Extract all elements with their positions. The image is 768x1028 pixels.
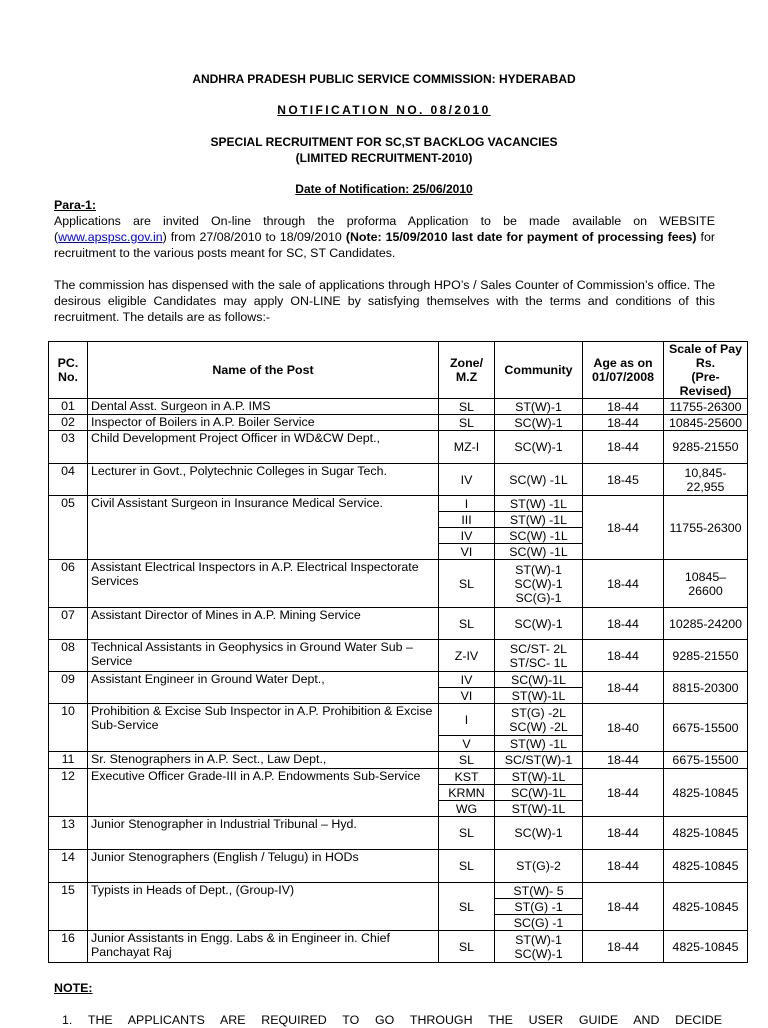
table-row: 16 Junior Assistants in Engg. Labs & in Engineer in. Chief Panchayat Raj SL ST(W)-1 SC(W)-1 18-44 4825-10845: [49, 931, 748, 963]
notification-date: Date of Notification: 25/06/2010: [295, 182, 473, 196]
col-header-name: Name of the Post: [88, 342, 439, 399]
table-row: 14 Junior Stenographers (English / Telugu) in HODs SL ST(G)-2 18-44 4825-10845: [49, 850, 748, 883]
table-row: 09 Assistant Engineer in Ground Water Dept., IV SC(W)-1L 18-44 8815-20300: [49, 672, 748, 688]
website-link[interactable]: www.apspsc.gov.in: [58, 230, 163, 244]
fee-note: (Note: 15/09/2010 last date for payment of processing fees): [345, 230, 697, 244]
table-row: 11 Sr. Stenographers in A.P. Sect., Law Dept., SL SC/ST(W)-1 18-44 6675-15500: [49, 752, 748, 769]
para1-text: Applications are invited On-line through the proforma Application to be made available on WEBSITE (www.apspsc.gov.in) from 27/08/2010 to 18/09/2010 (Note: 15/09/2010 last date for payment of processing fees) for recruitment to the various posts meant for SC, ST Candidates.: [54, 214, 715, 260]
col-header-age: Age as on 01/07/2008: [583, 342, 664, 399]
table-header-row: [49, 342, 748, 399]
commission-heading: ANDHRA PRADESH PUBLIC SERVICE COMMISSION: HYDERABAD: [192, 72, 576, 86]
col-header-scale: Scale of Pay Rs. (Pre-Revised): [664, 342, 748, 399]
para2-text: The commission has dispensed with the sale of applications through HPO’s / Sales Counter of Commission’s office. The desirous eligible Candidates may apply ON-LINE by satisfying themselves with the terms and conditions of this recruitment. The details are as follows:-: [54, 278, 715, 324]
recruitment-subtitle: (LIMITED RECRUITMENT-2010): [295, 151, 473, 165]
table-row: 07 Assistant Director of Mines in A.P. Mining Service SL SC(W)-1 18-44 10285-24200: [49, 608, 748, 640]
table-row: 12 Executive Officer Grade-III in A.P. Endowments Sub-Service KST ST(W)-1L 18-44 4825-10845: [49, 769, 748, 785]
table-row: 13 Junior Stenographer in Industrial Tribunal – Hyd. SL SC(W)-1 18-44 4825-10845: [49, 817, 748, 850]
para1-label: Para-1:: [54, 198, 97, 212]
table-row: 08 Technical Assistants in Geophysics in Ground Water Sub – Service Z-IV SC/ST- 2L ST/SC- 1L 18-44 9285-21550: [49, 640, 748, 672]
table-row: 15 Typists in Heads of Dept., (Group-IV) SL ST(W)- 5 18-44 4825-10845: [49, 883, 748, 899]
col-header-zone: Zone/ M.Z: [439, 342, 495, 399]
note-heading: NOTE:: [54, 981, 93, 995]
notification-number: NOTIFICATION NO. 08/2010: [277, 103, 491, 117]
note-item-1: 1. THE APPLICANTS ARE REQUIRED TO GO THROUGH THE USER GUIDE AND DECIDE: [62, 1013, 722, 1027]
table-row: 01 Dental Asst. Surgeon in A.P. IMS SL ST(W)-1 18-44 11755-26300: [49, 399, 748, 415]
table-row: 04 Lecturer in Govt., Polytechnic Colleges in Sugar Tech. IV SC(W) -1L 18-45 10,845-22,955: [49, 464, 748, 496]
table-row: 10 Prohibition & Excise Sub Inspector in A.P. Prohibition & Excise Sub-Service I ST(G) -2L SC(W) -2L 18-40 6675-15500: [49, 704, 748, 736]
vacancy-table: PC. No. Name of the Post Zone/ M.Z Community Age as on 01/07/2008 Scale of Pay Rs. (Pre-Revised) 01 Dental Asst. Surgeon in A.P. IMS SL ST(W)-1 18-44 11755-26300 02 Inspector of Boilers in A.P. Boiler Service SL SC(W)-1 18-44 10845-25600 03 Child Development Project Officer in WD&CW Dept., MZ-I SC(W)-1 18-44 9285-21550 04 Lecturer in Govt., Polytechnic Colleges in Sugar Tech. IV SC(W) -1L 18-45 10,845-22,955 05 Civil Assistant Surgeon in Insurance Medical Service. I ST(W) -1L 18-44 11755-26300 III ST(W) -1L IV SC(W) -1L VI SC(W) -1L 06 Assistant Electrical Inspectors in A.P. Electrical Inspectorate Services SL ST(W)-1 SC(W)-1 SC(G)-1 18-44 10845– 26600 07 Assistant Director of Mines in A.P. Mining Service SL SC(W)-1 18-44 10285-24200 08 Technical Assistants in Geophysics in Ground Water Sub – Service Z-IV SC/ST- 2L ST/SC- 1L 18-44 9285-21550 09 Assistant Engineer in Ground Water Dept., IV SC(W)-1L 18-44 8815-20300 VI ST(W)-1L 10 Prohibition & Excise Sub Inspector in A.P. Prohibition & Excise Sub-Service I ST(G) -2L SC(W) -2L 18-40 6675-15500 V ST(W) -1L 11 Sr. Stenographers in A.P. Sect., Law Dept., SL SC/ST(W)-1 18-44 6675-15500 12 Executive Officer Grade-III in A.P. Endowments Sub-Service KST ST(W)-1L 18-44 4825-10845 KRMN SC(W)-1L WG ST(W)-1L 13 Junior Stenographer in Industrial Tribunal – Hyd. SL SC(W)-1 18-44 4825-10845 14 Junior Stenographers (English / Telugu) in HODs SL ST(G)-2 18-44 4825-10845 15 Typists in Heads of Dept., (Group-IV) SL ST(W)- 5 18-44 4825-10845 ST(G) -1 SC(G) -1 16 Junior Assistants in Engg. Labs & in Engineer in. Chief Panchayat Raj SL ST(W)-1 SC(W)-1 18-44 4825-10845: [48, 341, 748, 963]
table-row: 06 Assistant Electrical Inspectors in A.P. Electrical Inspectorate Services SL ST(W)-1 SC(W)-1 SC(G)-1 18-44 10845– 26600: [49, 560, 748, 608]
table-row: 05 Civil Assistant Surgeon in Insurance Medical Service. I ST(W) -1L 18-44 11755-26300: [49, 496, 748, 512]
col-header-community: Community: [495, 342, 583, 399]
recruitment-title: SPECIAL RECRUITMENT FOR SC,ST BACKLOG VACANCIES: [210, 135, 558, 149]
table-row: 02 Inspector of Boilers in A.P. Boiler Service SL SC(W)-1 18-44 10845-25600: [49, 415, 748, 431]
col-header-pc: PC. No.: [49, 342, 88, 399]
table-row: 03 Child Development Project Officer in WD&CW Dept., MZ-I SC(W)-1 18-44 9285-21550: [49, 431, 748, 464]
